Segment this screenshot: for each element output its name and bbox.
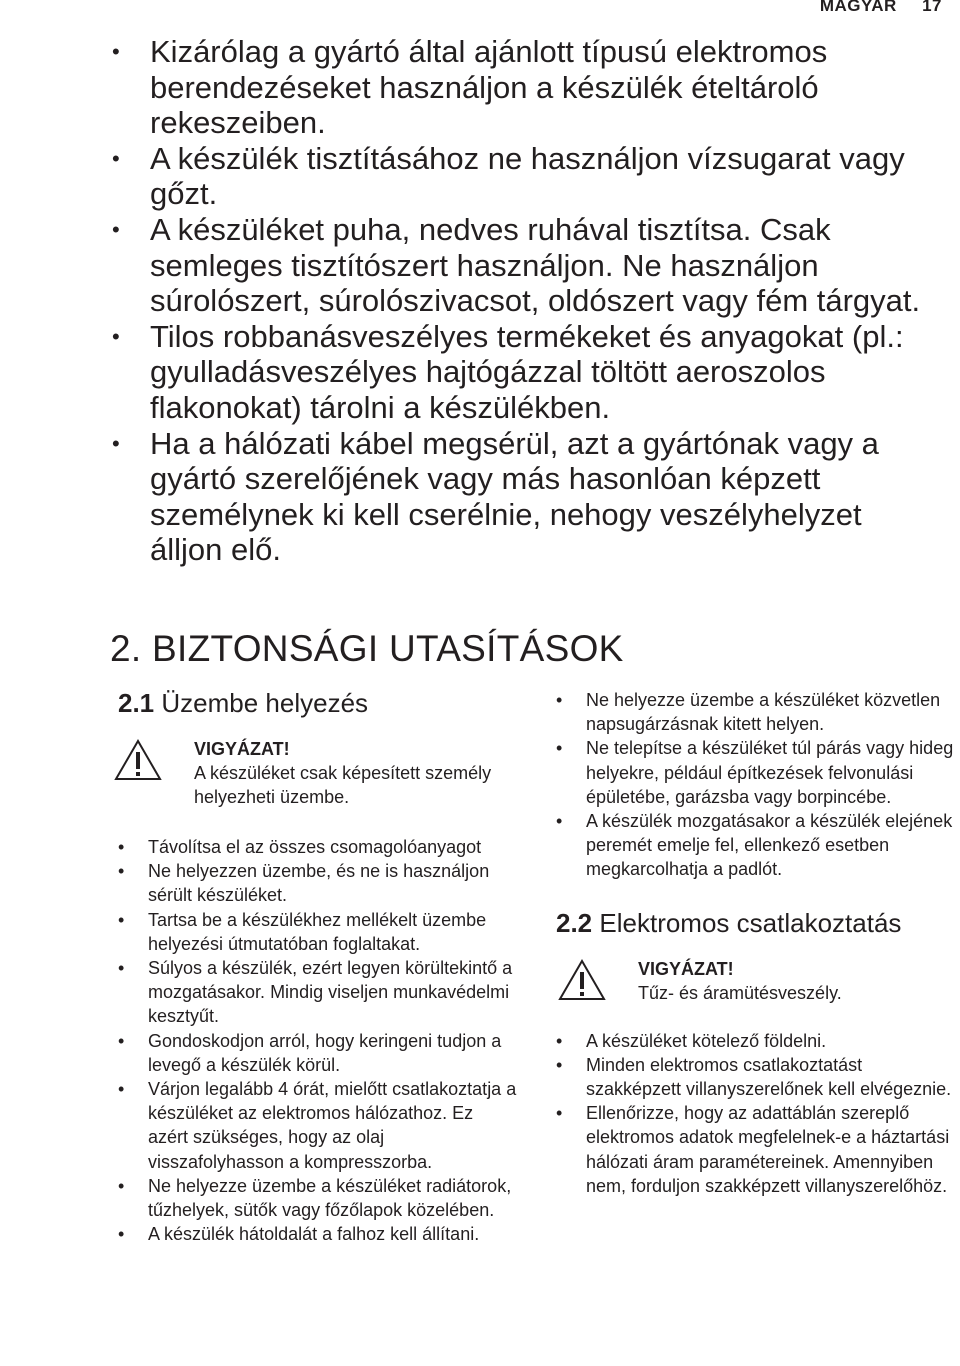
list-item: • A készülék hátoldalát a falhoz kell állítani. bbox=[118, 1222, 518, 1246]
list-item: • Távolítsa el az összes csomagolóanyagot bbox=[118, 835, 518, 859]
language-label: MAGYAR bbox=[819, 0, 897, 15]
list-item: • Minden elektromos csatlakoztatást szakképzett villanyszerelőnek kell elvégeznie. bbox=[556, 1054, 952, 1100]
bullet-dot-icon: • bbox=[112, 145, 120, 171]
bullet-dot-icon: • bbox=[556, 738, 563, 759]
list-item: • Ne helyezze üzembe a készüléket radiátorok, tűzhelyek, sütők vagy főzőlapok közelében. bbox=[118, 1175, 512, 1221]
list-item: • Gondoskodjon arról, hogy keringeni tudjon a levegő a készülék körül. bbox=[118, 1030, 502, 1075]
list-item: • Ne helyezzen üzembe, és ne is használjon sérült készüléket. bbox=[118, 861, 490, 906]
warning-text: Tűz- és áramütésveszély. bbox=[638, 982, 842, 1003]
bullet-dot-icon: • bbox=[556, 1103, 563, 1124]
warning-box bbox=[114, 737, 518, 809]
list-item: • Ha a hálózati kábel megsérül, azt a gyártónak vagy a gyártó szerelőjének vagy más hasonlóan képzett személynek ki kell cserélnie, nehogy veszélyhelyzet álljon elő. bbox=[112, 425, 879, 568]
subsection-title: 2.2 Elektromos csatlakoztatás bbox=[556, 907, 902, 938]
page-header bbox=[820, 0, 942, 16]
bullet-dot-icon: • bbox=[112, 216, 120, 242]
warning-triangle-icon bbox=[558, 959, 606, 1001]
list-item: • Tartsa be a készülékhez mellékelt üzembe helyezési útmutatóban foglaltakat. bbox=[118, 909, 487, 954]
top-safety-list bbox=[112, 34, 942, 568]
bullet-dot-icon: • bbox=[118, 909, 125, 930]
list-item: • A készülék mozgatásakor a készülék elejének peremét emelje fel, ellenkező esetben megkarcolhatja a padlót. bbox=[556, 811, 953, 880]
list-item: • Várjon legalább 4 órát, mielőtt csatlakoztatja a készüléket az elektromos hálózathoz. Ez azért szükséges, hogy az olaj visszafolyhasson a kompresszorba. bbox=[118, 1079, 517, 1172]
section-title: 2. BIZTONSÁGI UTASÍTÁSOK bbox=[110, 628, 624, 669]
bullet-dot-icon: • bbox=[112, 39, 120, 64]
bullet-dot-icon: • bbox=[118, 861, 125, 882]
list-item: • A készüléket kötelező földelni. bbox=[556, 1029, 956, 1053]
list-item: • Kizárólag a gyártó által ajánlott típusú elektromos berendezéseket használjon a készülék ételtároló rekeszeiben. bbox=[112, 34, 828, 141]
list-item: • A készüléket puha, nedves ruhával tisztítsa. Csak semleges tisztítószert használjon. Ne használjon súrolószert, súrolószivacsot, oldószert vagy fém tárgyat. bbox=[112, 211, 921, 319]
warning-triangle-icon bbox=[114, 739, 162, 781]
bullet-dot-icon: • bbox=[112, 323, 120, 349]
bullet-dot-icon: • bbox=[112, 430, 120, 456]
right-column bbox=[556, 688, 956, 1198]
bullet-dot-icon: • bbox=[118, 1030, 125, 1051]
bullet-dot-icon: • bbox=[556, 690, 563, 710]
bullet-dot-icon: • bbox=[118, 1079, 125, 1100]
bullet-dot-icon: • bbox=[118, 958, 125, 979]
installation-list bbox=[118, 835, 518, 1246]
bullet-dot-icon: • bbox=[556, 811, 563, 832]
list-item: • Ne helyezze üzembe a készüléket közvetlen napsugárzásnak kitett helyen. bbox=[556, 690, 941, 735]
list-item: • Ellenőrizze, hogy az adattáblán szereplő elektromos adatok megfelelnek-e a háztartási hálózati áram paramétereinek. Amennyiben nem, forduljon szakképzett villanyszerelőhöz. bbox=[556, 1103, 950, 1196]
bullet-dot-icon: • bbox=[118, 837, 125, 857]
warning-title: VIGYÁZAT! bbox=[638, 958, 734, 979]
bullet-dot-icon: • bbox=[556, 1030, 563, 1051]
electrical-list bbox=[556, 1029, 956, 1198]
bullet-dot-icon: • bbox=[118, 1224, 125, 1245]
list-item: • Ne telepítse a készüléket túl párás vagy hideg helyekre, például építkezések felvonulási épületébe, garázsba vagy borpincébe. bbox=[556, 738, 954, 807]
list-item: • Súlyos a készülék, ezért legyen körültekintő a mozgatásakor. Mindig viseljen munkavédelmi kesztyűt. bbox=[118, 958, 513, 1027]
page-number: 17 bbox=[922, 0, 942, 15]
warning-text: A készüléket csak képesített személy helyezheti üzembe. bbox=[194, 763, 492, 807]
subsection-title: 2.1 Üzembe helyezés bbox=[118, 688, 369, 718]
list-item: • A készülék tisztításához ne használjon vízsugarat vagy gőzt. bbox=[112, 140, 905, 212]
bullet-dot-icon: • bbox=[556, 1054, 563, 1075]
installation-list-continued bbox=[556, 688, 956, 882]
list-item: • Tilos robbanásveszélyes termékeket és anyagokat (pl.: gyulladásveszélyes hajtógázzal töltött aeroszolos flakonokat) tárolni a készülékben. bbox=[112, 318, 904, 425]
bullet-dot-icon: • bbox=[118, 1175, 125, 1196]
left-column bbox=[118, 688, 518, 1246]
warning-box bbox=[558, 957, 956, 1005]
warning-title: VIGYÁZAT! bbox=[194, 739, 290, 759]
